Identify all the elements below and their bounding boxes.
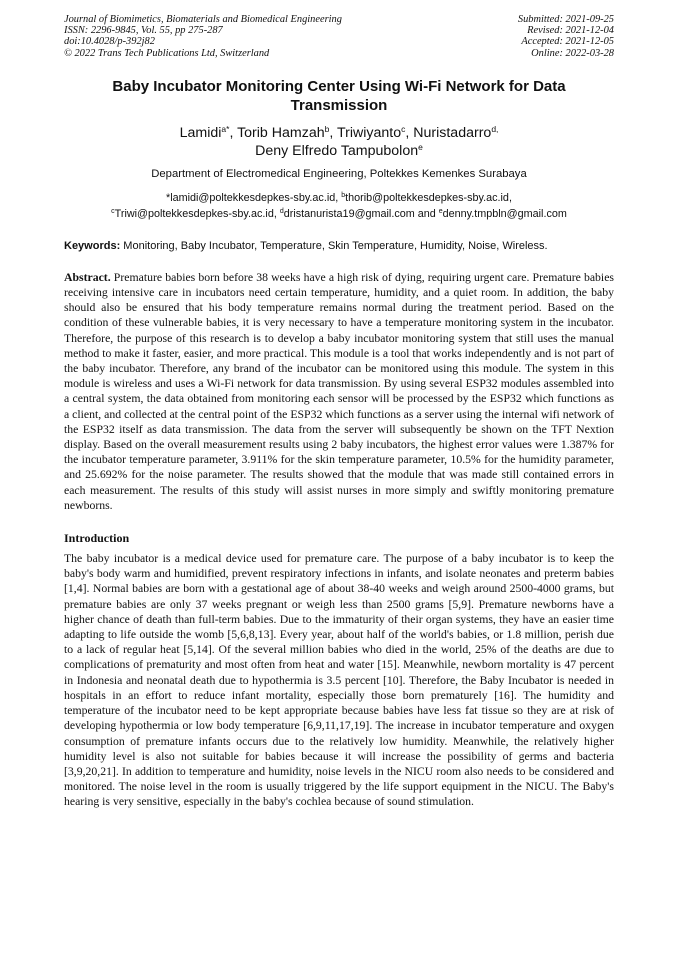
publication-dates [518,14,614,59]
section-heading-introduction: Introduction [64,531,130,546]
online-date: Online: 2022-03-28 [531,47,614,59]
journal-info [64,14,342,59]
abstract-text: Premature babies born before 38 weeks have a high risk of dying, requiring urgent care. Premature babies receiving intensive care in incubators need certain temperature, humidity, and a quiet room. In addition, the baby should also be ensured that his body temperature remains normal during the treatment period. Based on the condition of these vulnerable babies, it is very necessary to have a temperature monitoring system in the incubator. Therefore, the purpose of this research is to develop a baby incubator monitoring system that still uses the manual method to make it faster, easier, and more practical. This module is a tool that works independently and is not part of the baby incubator. Therefore, any brand of the incubator can be monitored using this module. The system in this module is wireless and uses a Wi-Fi network for data transmission. By using several ESP32 modules assembled into a central system, the data obtained from monitoring each sensor will be processed by the ESP32 which functions as a client, and collected at the central point of the ESP32 which functions as a server using the internal wifi network of the ESP32 itself as data transmission. The data from the server will subsequently be shown on the TFT Nextion display. Based on the overall measurement results using 2 baby incubators, the highest error values were 1.387% for the incubator temperature parameter, 3.911% for the skin temperature parameter, 10.5% for the humidity parameter, and 25.692% for the noise parameter. The results showed that the module that was made still contained errors in each measurement. The results of this study will assist nurses in more simply and swiftly monitoring premature newborns. [64,270,614,512]
author-sup: e [418,141,423,152]
author-name: Torib Hamzah [237,124,325,141]
email: Triwi@poltekkesdepkes-sby.ac.id, [114,207,280,220]
author-separator: , [405,124,414,141]
email-sup: b [341,191,346,199]
keywords [64,240,614,252]
abstract [64,270,614,513]
copyright: © 2022 Trans Tech Publications Ltd, Switzerland [64,47,270,59]
email-sup: e [438,207,443,215]
author-name: Lamidi [179,124,222,141]
email: denny.tmpbln@gmail.com [442,207,567,220]
author-separator: , [329,124,337,141]
email: thorib@poltekkesdepkes-sby.ac.id, [345,191,512,204]
doi: doi:10.4028/p-392j82 [64,36,155,48]
journal-header [64,14,614,59]
issn: ISSN: 2296-9845, Vol. 55, pp 275-287 [64,25,223,37]
author-emails [64,190,614,222]
author-separator: , [229,124,238,141]
accepted-date: Accepted: 2021-12-05 [521,36,614,48]
journal-name: Journal of Biomimetics, Biomaterials and Biomedical Engineering [64,14,342,25]
author-name: Deny Elfredo Tampubolon [255,142,419,159]
keywords-label: Keywords: [64,239,121,252]
author-name: Nuristadarro [413,124,492,141]
author-sup: c [401,123,406,134]
abstract-label: Abstract. [64,270,111,284]
email-sup: d [279,207,284,215]
revised-date: Revised: 2021-12-04 [527,25,614,37]
email-line-1 [64,190,614,206]
author-line-2 [64,142,614,160]
affiliation: Department of Electromedical Engineering, Poltekkes Kemenkes Surabaya [151,167,527,180]
email-line-2 [64,206,614,222]
author-sup: a* [221,123,230,134]
paper-page [64,14,614,810]
introduction-text: The baby incubator is a medical device used for premature care. The purpose of a baby incubator is to keep the baby's body warm and humidified, prevent respiratory infections in infants, and isolate neonates and preterm babies [1,4]. Normal babies are born with a gestational age of about 38-40 weeks and weigh around 2500-4000 grams, but premature babies are only 37 weeks pregnant or weigh less than 2500 grams [5,9]. Premature newborns have a higher chance of death than full-term babies. Due to the immaturity of their organ systems, they have an easier time adapting to life outside the womb [5,6,8,13]. Every year, about half of the world's babies, or 1.8 million, perish due to a lack of regular heat [5,14]. Of the several million babies who died in the world, 25% of the deaths are due to complications of prematurity and most often from heat and water [15]. Meanwhile, newborn mortality is 47 percent in Indonesia and neonatal death due to hypothermia is 3.5 percent [10]. Therefore, the Baby Incubator is needed in hospitals in an effort to reduce infant mortality, especially those born prematurely [16]. The humidity and temperature of the incubator need to be kept appropriate because babies have less fat tissue so they are at risk of developing hypothermia or low body temperature [6,9,11,17,19]. The increase in incubator temperature and oxygen consumption of premature infants occurs due to the relatively low humidity. Meanwhile, the relatively higher humidity level is also not suitable for babies because it will increase the possibility of germs and bacteria [3,9,20,21]. In addition to temperature and humidity, noise levels in the NICU room also needs to be considered and monitored. The noise level in the room is usually triggered by the life support equipment in the NICU. The Baby's hearing is very sensitive, especially in the baby's cochlea because of sound stimulation. [64,552,614,809]
author-sup: b [324,123,330,134]
author-name: Triwiyanto [336,124,402,141]
author-sup: d, [491,123,499,134]
submitted-date: Submitted: 2021-09-25 [517,14,614,25]
email: *lamidi@poltekkesdepkes-sby.ac.id, [166,191,342,204]
author-line-1 [64,124,614,142]
paper-title: Baby Incubator Monitoring Center Using Wi-Fi Network for Data Transmission [112,77,566,114]
keywords-text: Monitoring, Baby Incubator, Temperature, Skin Temperature, Humidity, Noise, Wireless. [120,239,548,252]
email: dristanurista19@gmail.com and [283,207,439,220]
email-sup: c [111,207,115,215]
author-list [64,124,614,160]
